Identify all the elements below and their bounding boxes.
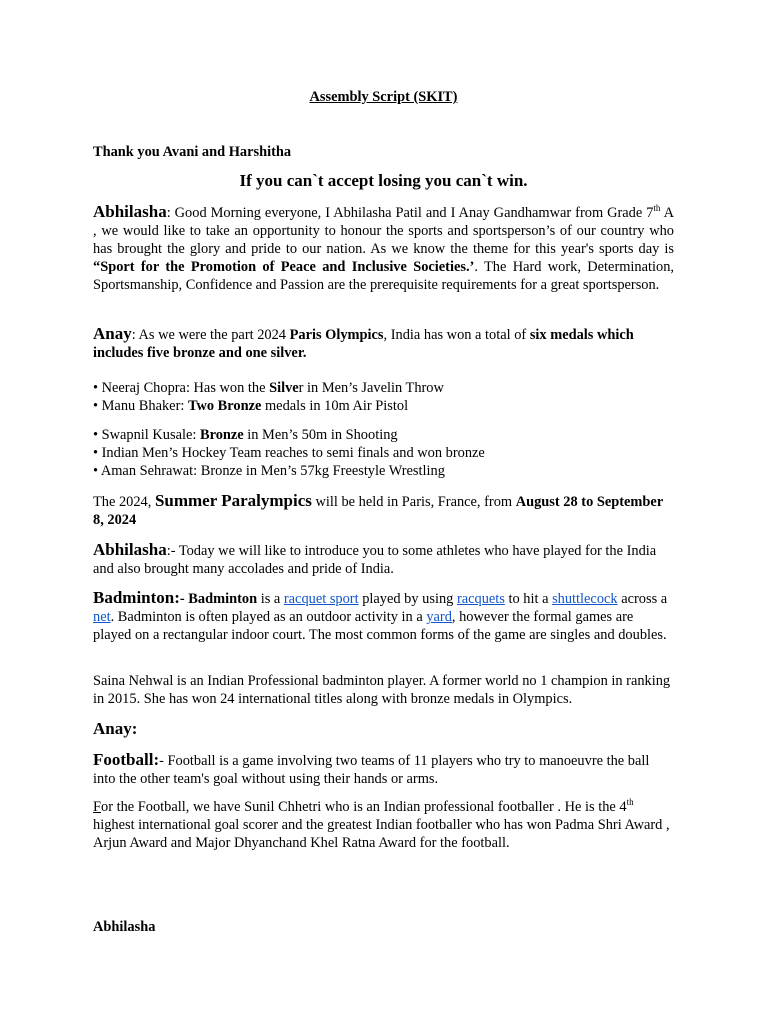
medal-list-2 bbox=[93, 426, 674, 480]
paragraph-athletes-intro: Abhilasha:- Today we will like to introduce you to some athletes who have played for the India and also brought many accolades and pride of India. bbox=[93, 540, 657, 577]
summer-paralympics: Summer Paralympics bbox=[154, 491, 312, 510]
list-item: • Neeraj Chopra: Has won the Silver in Men’s Javelin Throw bbox=[93, 380, 444, 396]
speaker-abhilasha: Abhilasha bbox=[93, 202, 167, 221]
paragraph-paralympics: The 2024, Summer Paralympics will be held in Paris, France, from August 28 to September 8, 2024 bbox=[93, 491, 663, 528]
paragraph-chhetri: For the Football, we have Sunil Chhetri who is an Indian professional footballer . He is the 4th highest international goal scorer and the greatest Indian footballer who has won Padma Shri Award , Arjun Award and Major Dhyanchand Khel Ratna Award for the football. bbox=[93, 797, 670, 851]
list-item: • Manu Bhaker: Two Bronze medals in 10m Air Pistol bbox=[93, 398, 409, 414]
shuttlecock-link[interactable]: shuttlecock bbox=[552, 591, 618, 607]
list-item: • Aman Sehrawat: Bronze in Men’s 57kg Freestyle Wrestling bbox=[93, 463, 445, 479]
badminton-heading: Badminton: bbox=[93, 588, 180, 607]
paragraph-saina: Saina Nehwal is an Indian Professional badminton player. A former world no 1 champion in ranking in 2015. She has won 24 international titles along with bronze medals in Olympics. bbox=[93, 673, 671, 707]
list-item: • Indian Men’s Hockey Team reaches to semi finals and won bronze bbox=[93, 445, 485, 461]
racquet-sport-link[interactable]: racquet sport bbox=[283, 591, 359, 607]
olympics-text-1: : As we were the part 2024 bbox=[131, 327, 290, 343]
motto-heading: If you can`t accept losing you can`t win. bbox=[239, 171, 528, 190]
sports-day-theme: “Sport for the Promotion of Peace and Inclusive Societies.’ bbox=[93, 259, 475, 275]
closing-speaker: Abhilasha bbox=[93, 919, 156, 935]
yard-link[interactable]: yard bbox=[426, 609, 452, 625]
paragraph-olympics bbox=[93, 325, 674, 362]
racquets-link[interactable]: racquets bbox=[456, 591, 505, 607]
net-link[interactable]: net bbox=[93, 609, 111, 625]
paris-olympics: Paris Olympics bbox=[289, 327, 384, 343]
intro-text-1: : Good Morning everyone, I Abhilasha Patil and I Anay Gandhamwar from Grade 7 bbox=[166, 205, 654, 221]
medal-list-1 bbox=[93, 379, 674, 415]
intro-text-3: . The Hard work, Determination, Sportsmanship, Confidence and Passion are the prerequisite requirements for a great sportsperson. bbox=[93, 259, 674, 293]
paragraph-intro bbox=[93, 203, 674, 294]
document-title: Assembly Script (SKIT) bbox=[309, 89, 458, 105]
paragraph-badminton: Badminton:- Badminton is a racquet sport played by using racquets to hit a shuttlecock across a net. Badminton is often played as an outdoor activity in a yard, however the formal games are played on a rectangular indoor court. The most common forms of the game are singles and doubles. bbox=[93, 588, 668, 643]
speaker-abhilasha: Abhilasha bbox=[93, 540, 167, 559]
paralympics-dates: August 28 to September 8, 2024 bbox=[93, 494, 663, 528]
chhetri-sup: th bbox=[626, 797, 634, 808]
intro-text-2: A , we would like to take an opportunity to honour the sports and sportsperson’s of our country who has brought the glory and pride to our nation. As we know the theme for this year's sports day is bbox=[93, 205, 674, 257]
paragraph-football: Football:- Football is a game involving two teams of 11 players who try to manoeuvre the ball into the other team's goal without using their hands or arms. bbox=[93, 750, 650, 787]
speaker-anay: Anay bbox=[93, 324, 132, 343]
speaker-anay-heading: Anay: bbox=[93, 719, 138, 738]
olympics-text-2: , India has won a total of bbox=[383, 327, 530, 343]
medal-summary: six medals which includes five bronze and one silver. bbox=[93, 327, 634, 361]
football-heading: Football: bbox=[93, 750, 160, 769]
intro-sup: th bbox=[653, 203, 661, 214]
thanks-line: Thank you Avani and Harshitha bbox=[93, 144, 292, 160]
list-item: • Swapnil Kusale: Bronze in Men’s 50m in Shooting bbox=[93, 427, 398, 443]
